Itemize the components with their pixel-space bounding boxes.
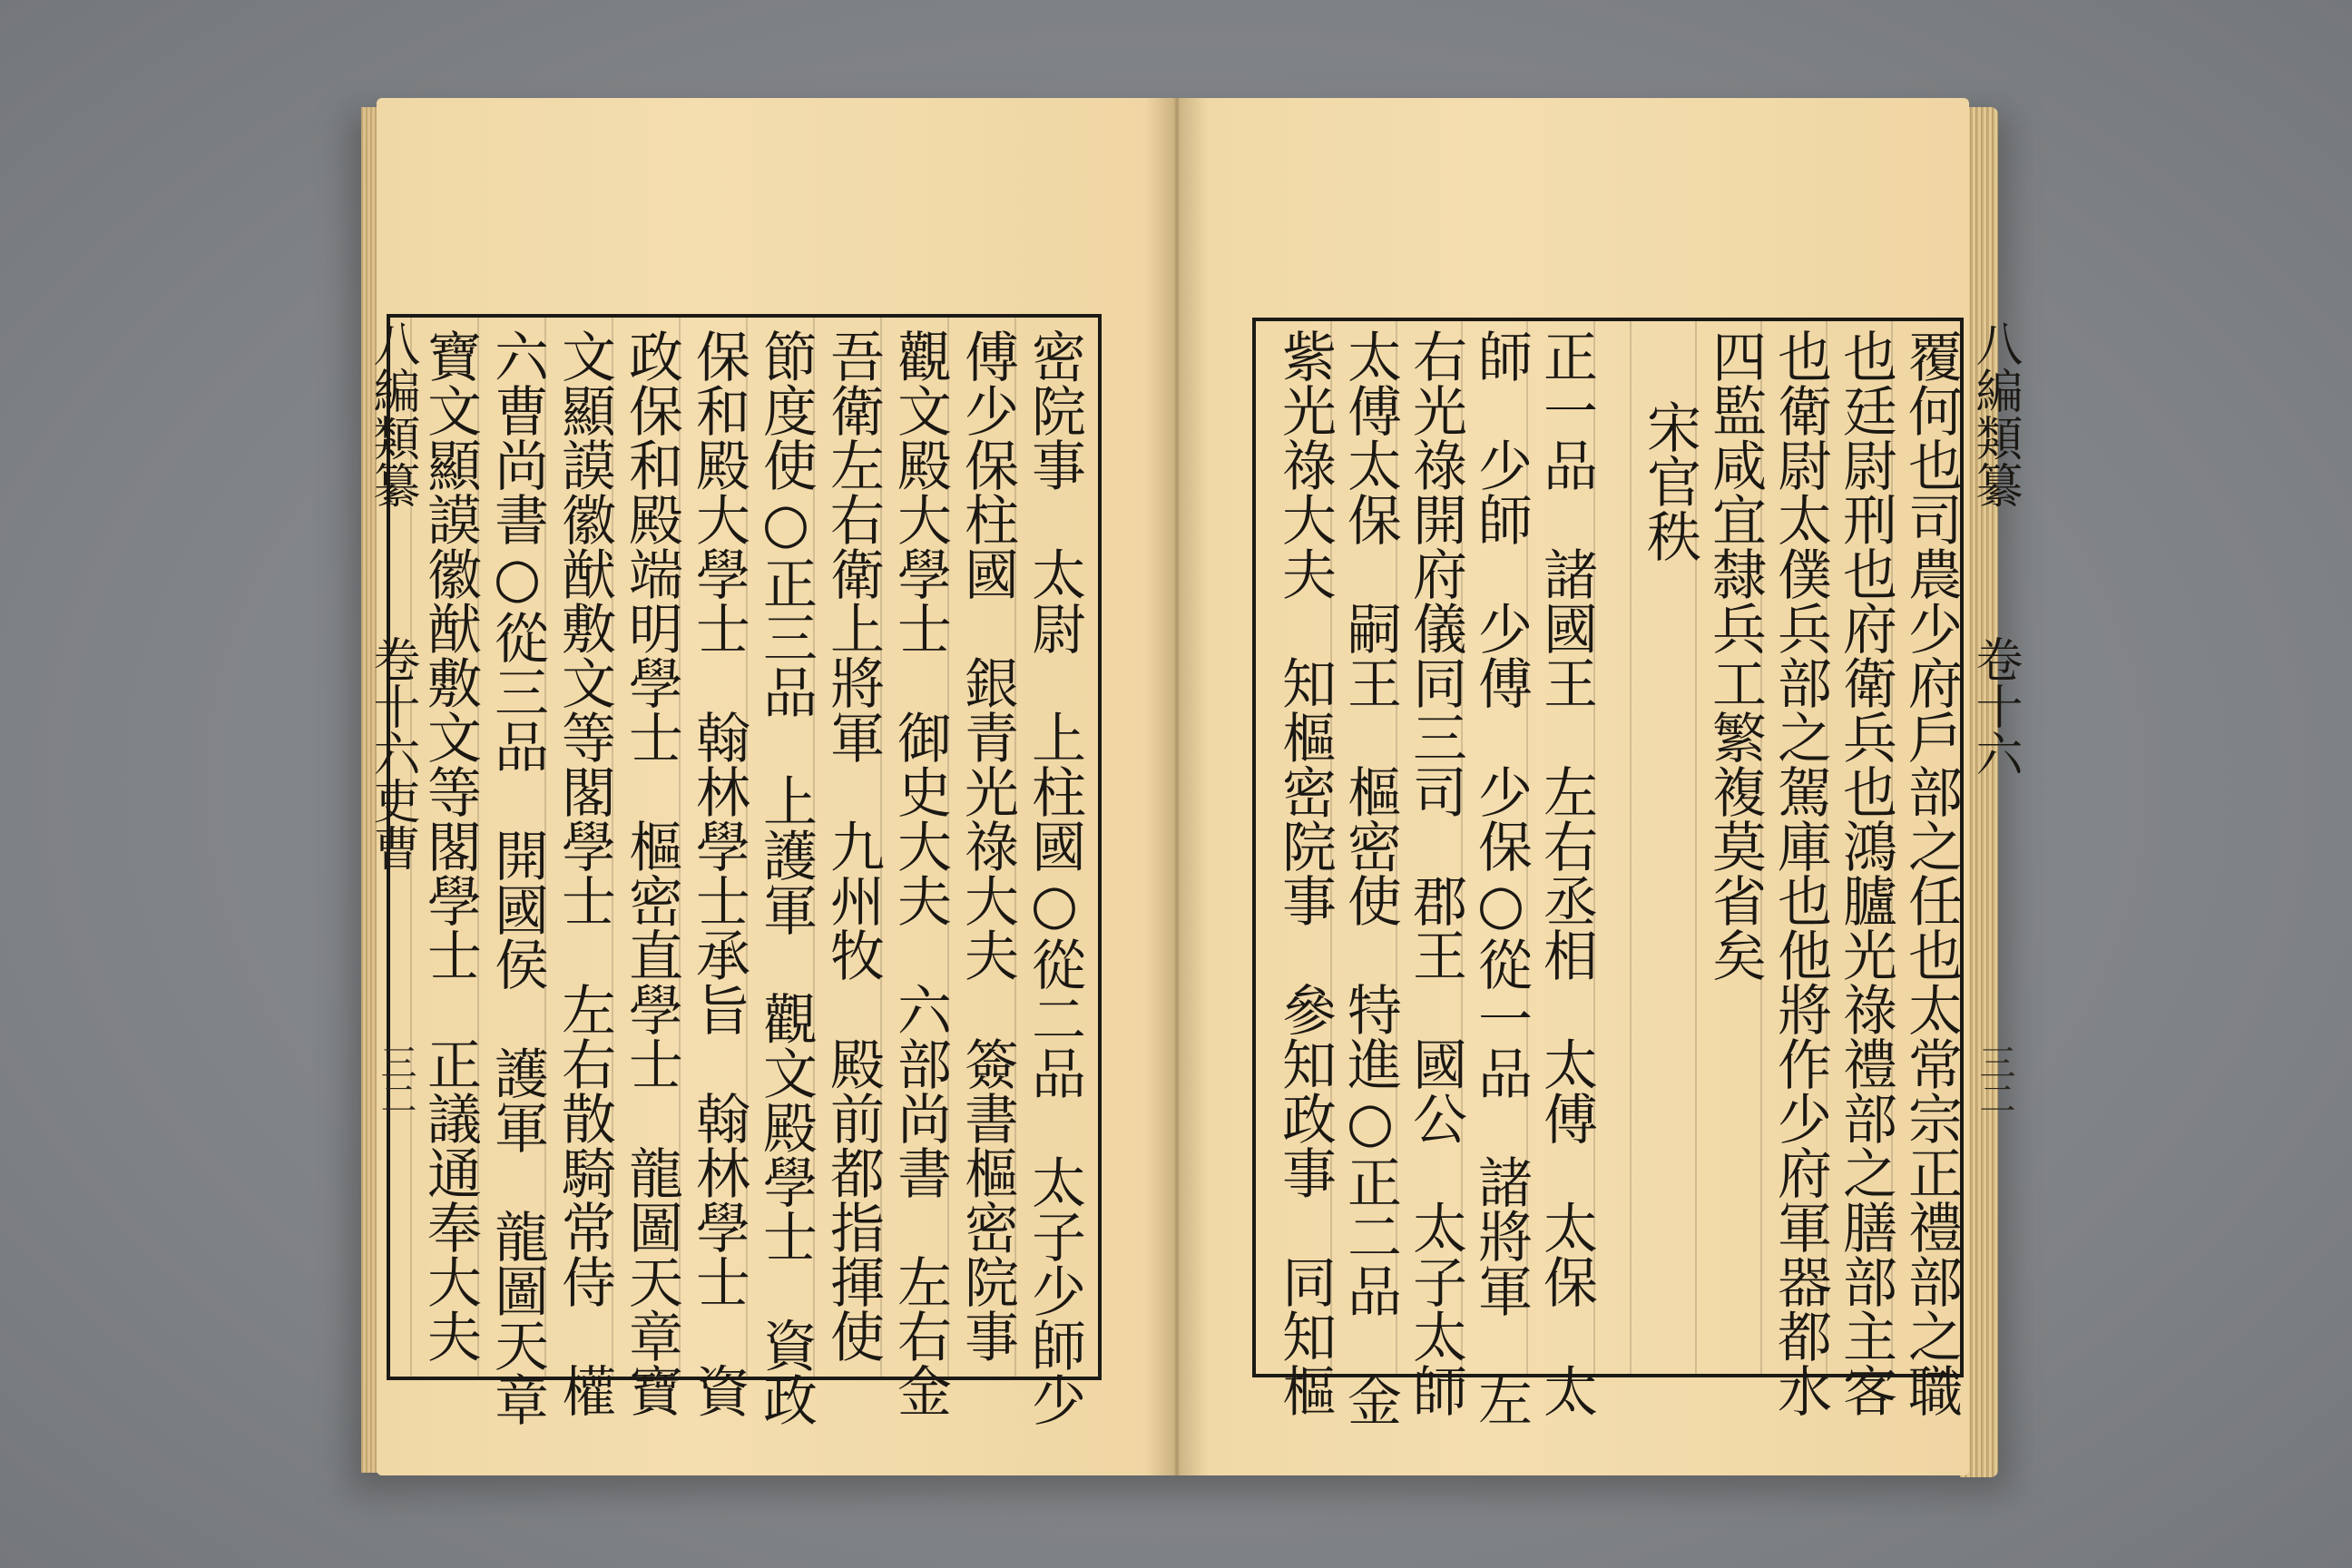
left-column-7: 政保和殿端明學士 樞密直學士 龍圖天章寶 [620, 328, 683, 1417]
book-gutter [1145, 98, 1209, 1475]
left-column-1: 密院事 太尉 上柱國○從二品 太子少師少 [1023, 328, 1086, 1426]
left-folio-number: 三二 [375, 1044, 416, 1116]
right-margin-chapter: 卷十六 [1967, 635, 2022, 777]
left-column-3: 觀文殿大學士 御史大夫 六部尚書 左右金 [888, 328, 952, 1417]
right-column-10: 紫光祿大夫 知樞密院事 參知政事 同知樞 [1273, 328, 1337, 1417]
left-column-4: 吾衛左右衛上將軍 九州牧 殿前都指揮使 [821, 328, 885, 1363]
right-column-4: 四監咸宜隸兵工繁複莫省矣 [1703, 328, 1767, 982]
right-column-2: 也廷尉刑也府衛兵也鴻臚光祿禮部之膳部主客 [1834, 328, 1897, 1417]
right-section-heading: 宋官秩 [1638, 399, 1701, 563]
right-column-3: 也衛尉太僕兵部之駕庫也他將作少府軍器都水 [1769, 328, 1832, 1417]
right-column-9: 太傅太保 嗣王 樞密使 特進○正二品 金 [1338, 328, 1402, 1426]
left-column-8: 文顯謨徽猷敷文等閣學士 左右散騎常侍 權 [553, 328, 616, 1417]
left-column-10: 寶文顯謨徽猷敷文等閣學士 正議通奉大夫 [418, 328, 482, 1363]
left-column-5: 節度使○正三品 上護軍 觀文殿學士 資政 [754, 328, 818, 1426]
left-margin-chapter: 卷十六吏曹 [365, 635, 419, 871]
left-margin-title: 八編類纂 [365, 319, 419, 508]
right-column-7: 師 少師 少傅 少保○從一品 諸將軍 左 [1469, 328, 1533, 1426]
right-column-8: 右光祿開府儀同三司 郡王 國公 太子太師 [1404, 328, 1467, 1417]
left-column-2: 傅少保柱國 銀青光祿大夫 簽書樞密院事 [956, 328, 1019, 1363]
right-column-1: 覆何也司農少府戶部之任也太常宗正禮部之職 [1899, 328, 1963, 1417]
right-margin-title: 八編類纂 [1967, 319, 2022, 508]
left-column-6: 保和殿大學士 翰林學士承旨 翰林學士 資 [687, 328, 750, 1417]
right-folio-number: 三二 [1974, 1044, 2015, 1116]
right-column-6: 正一品 諸國王 左右丞相 太傅 太保 太 [1534, 328, 1598, 1417]
left-column-9: 六曹尚書○從三品 開國侯 護軍 龍圖天章 [485, 328, 549, 1426]
